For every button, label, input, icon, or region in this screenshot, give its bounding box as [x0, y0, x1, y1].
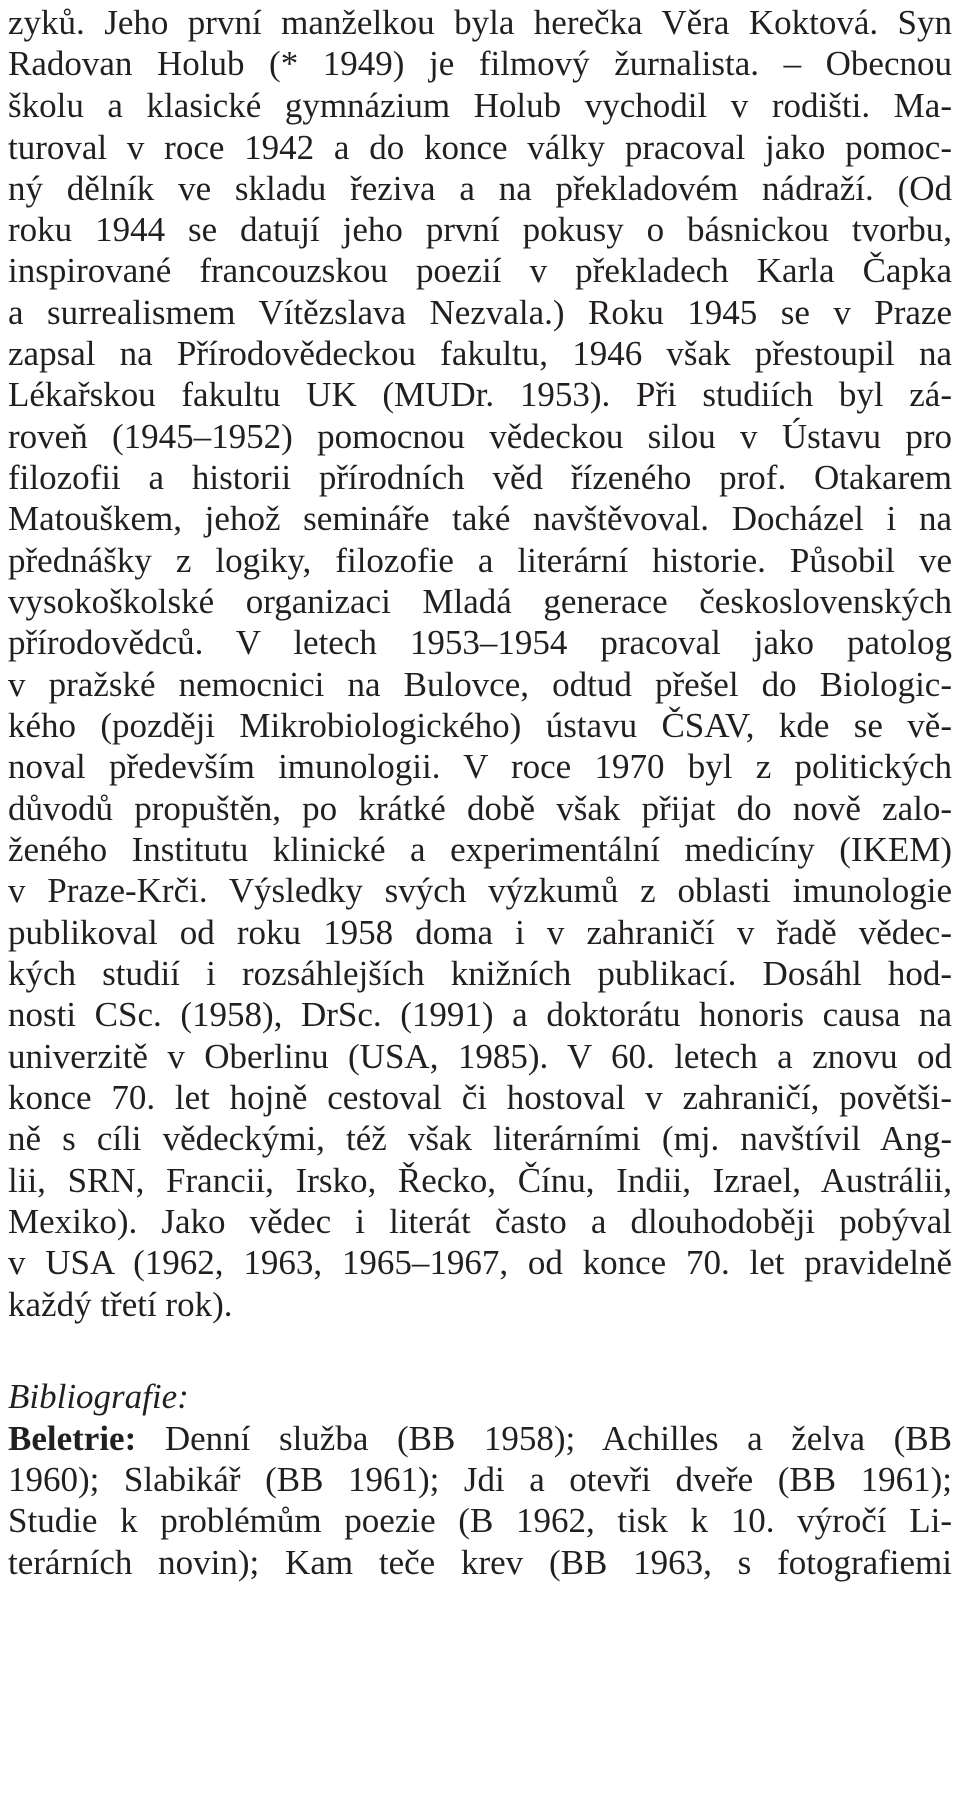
text-line: roku 1944 se datují jeho první pokusy o básnickou tvorbu, [8, 210, 952, 249]
category-label: Beletrie: [8, 1419, 137, 1458]
text-line: v USA (1962, 1963, 1965–1967, od konce 70. let pravidelně [8, 1243, 952, 1282]
text-line: zapsal na Přírodovědeckou fakultu, 1946 však přestoupil na [8, 334, 952, 373]
bibliography-line: terárních novin); Kam teče krev (BB 1963, s fotografiemi [8, 1543, 952, 1582]
text-line: inspirované francouzskou poezií v překladech Karla Čapka [8, 251, 952, 290]
text-line: Lékařskou fakultu UK (MUDr. 1953). Při studiích byl zá- [8, 375, 952, 414]
text-line: nosti CSc. (1958), DrSc. (1991) a doktorátu honoris causa na [8, 995, 952, 1034]
text-line: ženého Institutu klinické a experimentální medicíny (IKEM) [8, 830, 952, 869]
text-line: v pražské nemocnici na Bulovce, odtud přešel do Biologic- [8, 665, 952, 704]
text-line: a surrealismem Vítězslava Nezvala.) Roku 1945 se v Praze [8, 293, 952, 332]
text-line: Radovan Holub (* 1949) je filmový žurnalista. – Obecnou [8, 44, 952, 83]
text-line: v Praze-Krči. Výsledky svých výzkumů z oblasti imunologie [8, 871, 952, 910]
text-line: školu a klasické gymnázium Holub vychodil v rodišti. Ma- [8, 86, 952, 125]
text-line: turoval v roce 1942 a do konce války pracoval jako pomoc- [8, 128, 952, 167]
text-line: filozofii a historii přírodních věd řízeného prof. Otakarem [8, 458, 952, 497]
bibliography-text: Denní služba (BB 1958); Achilles a želva (BB [136, 1419, 952, 1458]
text-line: důvodů propuštěn, po krátké době však přijat do nově zalo- [8, 789, 952, 828]
text-line: přednášky z logiky, filozofie a literární historie. Působil ve [8, 541, 952, 580]
text-line: univerzitě v Oberlinu (USA, 1985). V 60. letech a znovu od [8, 1037, 952, 1076]
bibliography-heading: Bibliografie: [8, 1377, 189, 1416]
text-line: konce 70. let hojně cestoval či hostoval v zahraničí, povětši- [8, 1078, 952, 1117]
text-line: ný dělník ve skladu řeziva a na překladovém nádraží. (Od [8, 169, 952, 208]
text-line: zyků. Jeho první manželkou byla herečka Věra Koktová. Syn [8, 3, 952, 42]
text-line: Mexiko). Jako vědec i literát často a dlouhodoběji pobýval [8, 1202, 952, 1241]
text-line: ně s cíli vědeckými, též však literárními (mj. navštívil Ang- [8, 1119, 952, 1158]
bibliography-line [8, 1416, 952, 1462]
text-line: lii, SRN, Francii, Irsko, Řecko, Čínu, Indii, Izrael, Austrálii, [8, 1161, 952, 1200]
text-line: roveň (1945–1952) pomocnou vědeckou silou v Ústavu pro [8, 417, 952, 456]
bibliography-line: Studie k problémům poezie (B 1962, tisk k 10. výročí Li- [8, 1501, 952, 1540]
text-line-last: každý třetí rok). [8, 1285, 233, 1324]
text-line: publikoval od roku 1958 doma i v zahraničí v řadě vědec- [8, 913, 952, 952]
text-line: noval především imunologii. V roce 1970 byl z politických [8, 747, 952, 786]
text-line: kého (později Mikrobiologického) ústavu ČSAV, kde se vě- [8, 706, 952, 745]
text-line: vysokoškolské organizaci Mladá generace československých [8, 582, 952, 621]
text-line: kých studií i rozsáhlejších knižních publikací. Dosáhl hod- [8, 954, 952, 993]
text-line: přírodovědců. V letech 1953–1954 pracoval jako patolog [8, 623, 952, 662]
bibliography-line: 1960); Slabikář (BB 1961); Jdi a otevři dveře (BB 1961); [8, 1460, 952, 1499]
text-line: Matouškem, jehož semináře také navštěvoval. Docházel i na [8, 499, 952, 538]
